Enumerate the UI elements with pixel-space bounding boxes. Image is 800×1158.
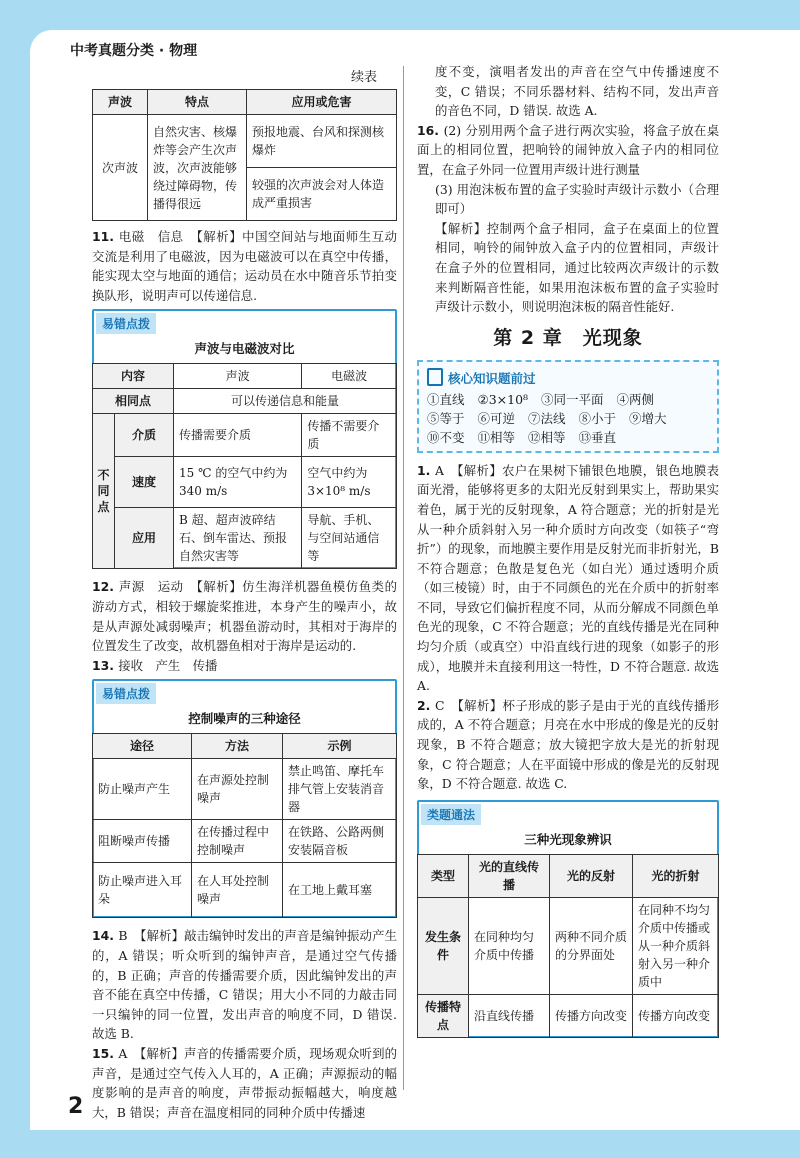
app-sound: B 超、超声波碎结石、倒车雷达、预报自然灾害等 — [174, 508, 302, 569]
question-15-cont: 度不变，演唱者发出的声音在空气中传播速度不变，C 错误；不同乐器材料、结构不同，发出声音的音色不同，D 错误. 故选 A. — [435, 64, 719, 119]
table-title: 声波与电磁波对比 — [194, 341, 295, 357]
th-example: 示例 — [283, 734, 397, 759]
answer-item: ⑫相等 — [528, 429, 566, 445]
th-type: 类型 — [418, 854, 469, 897]
answer-item: ⑧小于 — [578, 410, 617, 426]
table-row: 防止噪声进入耳朵 在人耳处控制噪声 在工地上戴耳塞 — [93, 863, 397, 918]
question-2: 2. C 【解析】杯子形成的影子是由于光的直线传播形成的，A 不符合题意；月亮在水中形成的像是光的反射现象，B 不符合题意；放大镜把字放大是光的折射现象，C 符合题意；人在平面镜中形成的像是光的反射现象，D 不符合题意. 故选 C. — [417, 697, 719, 792]
right-column — [417, 62, 719, 1038]
sound-vs-em-table — [92, 363, 397, 569]
answer-item: ⑥可逆 — [477, 410, 516, 426]
diff-label: 不同点 — [93, 414, 115, 569]
infrasound-table — [92, 89, 397, 221]
question-15: 15. A 【解析】声音的传播需要介质，现场观众听到的声音，是通过空气传入人耳的，A 正确；声源振动的幅度影响的是声音的响度，声带振动振幅越大，响度越大，B 错误；声音在温度相同的同种介质中传播速 — [92, 1045, 397, 1120]
app-label: 应用 — [114, 508, 173, 569]
question-13: 13. 接收 产生 传播 — [92, 657, 218, 673]
noise-control-table — [92, 733, 397, 918]
answer-item: ⑩不变 — [427, 429, 465, 445]
table-row: 传播特点 沿直线传播 传播方向改变 传播方向改变 — [418, 994, 719, 1037]
column-divider — [403, 66, 404, 1090]
continued-label: 续表 — [350, 70, 377, 85]
question-16-analysis: 【解析】控制两个盒子相同，盒子在桌面上的位置相同，响铃的闹钟放入盒子内的位置相同，声级计在盒子外的位置相同，通过比较两次声级计的示数来判断隔音性能，如果用泡沫板布置的盒子实验时声级计示数小，则说明泡沫板的隔音性能好. — [435, 220, 719, 315]
infrasound-feature: 自然灾害、核爆炸等会产生次声波，次声波能够绕过障碍物，传播得很远 — [148, 115, 247, 221]
book-icon — [427, 368, 443, 386]
tip-box-1 — [92, 309, 397, 569]
table-title: 控制噪声的三种途径 — [188, 711, 301, 727]
app-em: 导航、手机、与空间站通信等 — [302, 508, 397, 569]
table-row: 发生条件 在同种均匀介质中传播 两种不同介质的分界面处 在同种不均匀介质中传播或从一种介质斜射入另一种介质中 — [418, 897, 719, 994]
tip-tag: 类题通法 — [421, 804, 481, 825]
prop-label: 传播特点 — [418, 994, 469, 1037]
running-header: 中考真题分类 · 物理 — [70, 43, 198, 59]
light-phenomena-table — [417, 854, 719, 1038]
question-12: 12. 声源 运动 【解析】仿生海洋机器鱼模仿鱼类的游动方式，相较于螺旋桨推进，本身产生的噪声小，故是从声源处减弱噪声；机器鱼游动时，其相对于海岸的位置发生了改变，故机器鱼相对于海岸是运动的. — [92, 579, 397, 654]
th-refraction: 光的折射 — [633, 854, 719, 897]
answer-item: ⑨增大 — [629, 410, 667, 426]
infrasound-cell: 次声波 — [93, 115, 148, 221]
question-11: 11. 电磁 信息 【解析】中国空间站与地面师生互动交流是利用了电磁波，因为电磁波可以在真空中传播，能实现太空与地面的通信；运动员在水中随音乐节拍变换队形，说明声可以传递信息. — [92, 229, 397, 303]
th-feature: 特点 — [148, 90, 247, 115]
left-column — [92, 62, 397, 1122]
th-em: 电磁波 — [302, 364, 397, 389]
answer-item: ②3×10⁸ — [477, 391, 529, 407]
tip-tag: 易错点拨 — [96, 683, 156, 704]
answer-item: ④两侧 — [616, 391, 655, 407]
table-row: 阻断噪声传播 在传播过程中控制噪声 在铁路、公路两侧安装隔音板 — [93, 820, 397, 863]
medium-sound: 传播需要介质 — [174, 414, 302, 457]
question-1: 1. A 【解析】农户在果树下铺银色地膜，银色地膜表面光滑，能够将更多的太阳光反射到果实上，帮助果实着色，属于光的反射现象，A 符合题意；光的折射是光从一种介质斜射入另一种介质时方向改变（如筷子“弯折”）的现象，而地膜主要作用是反射光而非折射光，B 不符合题意；色散是复色光（如白光）通过透明介质（如三棱镜）时，由于不同颜色的光在介质中的折射率不同，导致它们偏折程度不同，从而分解成不同颜色单色光的现象，C 不符合题意；光的直线传播是光在同种均匀介质（或真空）中沿直线行进的现象（如影子的形成），地膜并未直接利用这一特性，D 不符合题意. 故选 A. — [417, 462, 719, 694]
page-number: 2 — [68, 1094, 84, 1119]
same-label: 相同点 — [93, 389, 174, 414]
core-answers — [427, 390, 709, 447]
th-reflection: 光的反射 — [550, 854, 633, 897]
question-16-part3: (3) 用泡沫板布置的盒子实验时声级计示数小（合理即可） — [435, 181, 719, 217]
medium-label: 介质 — [114, 414, 173, 457]
th-wave: 声波 — [93, 90, 148, 115]
answer-item: ⑤等于 — [427, 410, 465, 426]
th-use: 应用或危害 — [247, 90, 397, 115]
speed-em: 空气中约为 3×10⁸ m/s — [302, 457, 397, 508]
speed-label: 速度 — [114, 457, 173, 508]
answer-item: ⑦法线 — [528, 410, 566, 426]
speed-sound: 15 ℃ 的空气中约为 340 m/s — [174, 457, 302, 508]
core-title: 核心知识题前过 — [427, 368, 709, 387]
th-sound: 声波 — [174, 364, 302, 389]
chapter-title: 第 2 章 光现象 — [493, 326, 643, 349]
answer-item: ⑬垂直 — [578, 429, 617, 445]
answer-item: ①直线 — [427, 391, 465, 407]
medium-em: 传播不需要介质 — [302, 414, 397, 457]
answer-item: ⑪相等 — [477, 429, 516, 445]
th-method: 方法 — [192, 734, 283, 759]
tip-tag: 易错点拨 — [96, 313, 156, 334]
infrasound-use-2: 较强的次声波会对人体造成严重损害 — [247, 168, 397, 221]
tip-box-3 — [417, 800, 719, 1038]
tip-box-2 — [92, 679, 397, 918]
th-route: 途径 — [93, 734, 192, 759]
cond-label: 发生条件 — [418, 897, 469, 994]
table-title: 三种光现象辨识 — [524, 831, 612, 847]
answer-item: ③同一平面 — [541, 391, 604, 407]
same-value: 可以传递信息和能量 — [174, 389, 397, 414]
table-row: 防止噪声产生 在声源处控制噪声 禁止鸣笛、摩托车排气管上安装消音器 — [93, 759, 397, 820]
th-straight: 光的直线传播 — [469, 854, 550, 897]
core-knowledge-box — [417, 360, 719, 453]
th-content: 内容 — [93, 364, 174, 389]
question-14: 14. B 【解析】敲击编钟时发出的声音是编钟振动产生的，A 错误；听众听到的编钟声音，是通过空气传播的，B 正确；声音的传播需要介质，因此编钟发出的声音不能在真空中传播，C 错误；用大小不同的力敲击同一只编钟的同一位置，发出声音的响度不同，D 错误. 故选 B. — [92, 928, 397, 1042]
question-16: 16. (2) 分别用两个盒子进行两次实验，将盒子放在桌面上的相同位置，把响铃的闹钟放入盒子内的相同位置，在盒子外同一位置用声级计进行测量 — [417, 122, 719, 177]
infrasound-use-1: 预报地震、台风和探测核爆炸 — [247, 115, 397, 168]
